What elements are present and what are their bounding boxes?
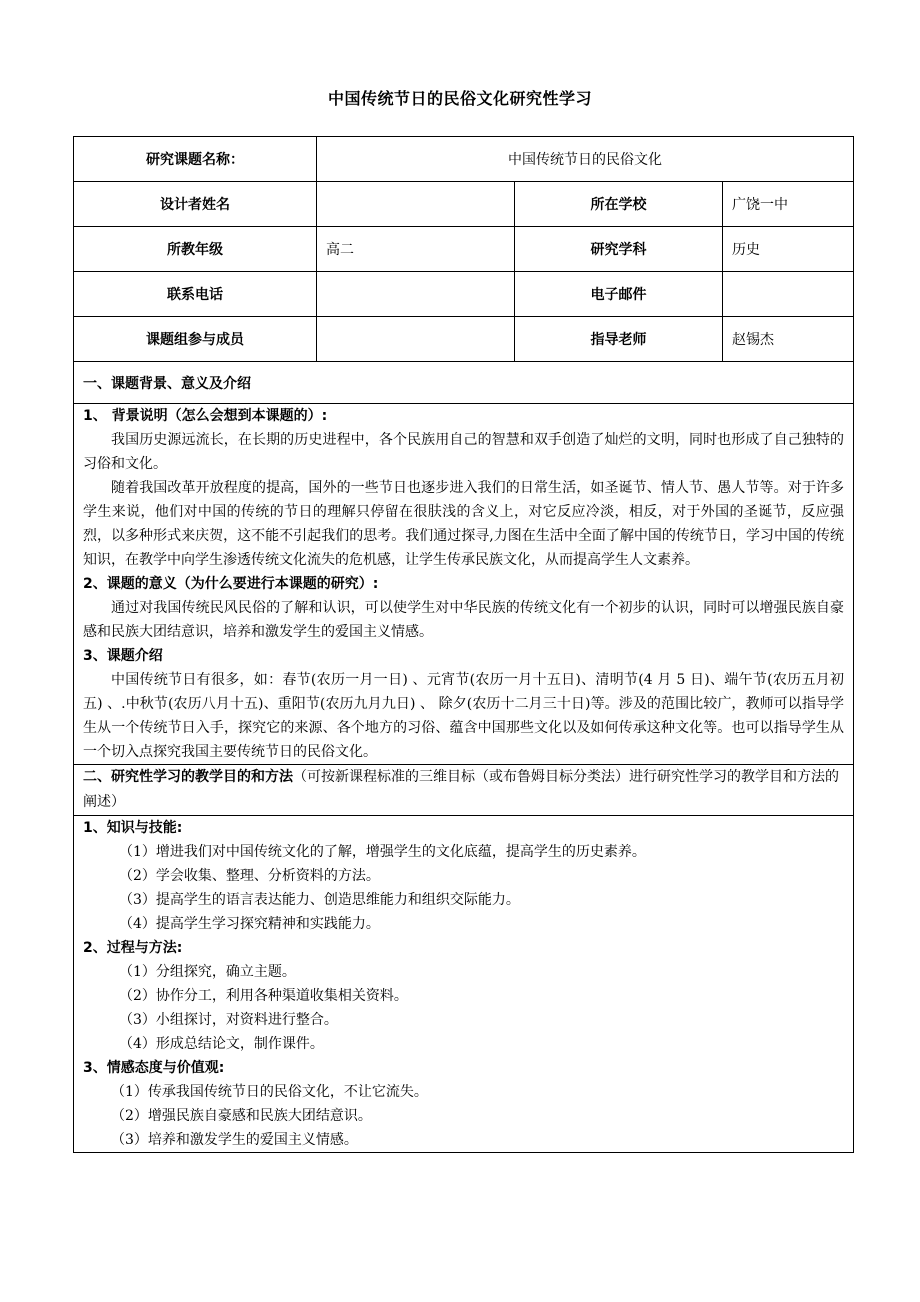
row-members <box>74 317 854 362</box>
topic-value: 中国传统节日的民俗文化 <box>317 137 854 182</box>
goal1-heading: 1、知识与技能: <box>83 820 183 836</box>
goal1-item: （1）增进我们对中国传统文化的了解，增强学生的文化底蕴，提高学生的历史素养。 <box>119 844 646 860</box>
row-section1-heading <box>74 362 854 404</box>
section2-note: （可按新课程标准的三维目标（或布鲁姆目标分类法）进行研究性学习的教学目和方法的阐述） <box>83 769 839 810</box>
members-label: 课题组参与成员 <box>74 317 317 362</box>
background-heading: 1、 背景说明（怎么会想到本课题的）: <box>83 408 328 424</box>
background-paragraph-1: 我国历史源远流长，在长期的历史进程中，各个民族用自己的智慧和双手创造了灿烂的文明，同时也形成了自己独特的习俗和文化。 <box>83 432 845 472</box>
section2-body <box>74 816 854 1153</box>
section2-heading-cell <box>74 765 854 816</box>
introduction-heading: 3、课题介绍 <box>83 648 163 664</box>
school-label: 所在学校 <box>515 182 723 227</box>
subject-value: 历史 <box>723 227 854 272</box>
background-paragraph-2: 随着我国改革开放程度的提高，国外的一些节日也逐步进入我们的日常生活，如圣诞节、情人节、愚人节等。对于许多学生来说，他们对中国的传统的节日的理解只停留在很肤浅的含义上，对它反应冷淡，相反，对于外国的圣诞节，反应强烈，以多种形式来庆贺，这不能不引起我们的思考。我们通过探寻,力图在生活中全面了解中国的传统节日，学习中国的传统知识，在教学中向学生渗透传统文化流失的危机感，让学生传承民族文化，从而提高学生人文素养。 <box>83 480 845 568</box>
significance-heading: 2、课题的意义（为什么要进行本课题的研究）: <box>83 576 379 592</box>
goal1-item: （2）学会收集、整理、分析资料的方法。 <box>119 868 380 884</box>
row-phone <box>74 272 854 317</box>
school-value: 广饶一中 <box>723 182 854 227</box>
phone-label: 联系电话 <box>74 272 317 317</box>
goal3-item: （3）培养和激发学生的爱国主义情感。 <box>111 1132 358 1148</box>
goal3-heading: 3、情感态度与价值观: <box>83 1060 225 1076</box>
goal2-item: （2）协作分工，利用各种渠道收集相关资料。 <box>119 988 408 1004</box>
goal3-item: （1）传承我国传统节日的民俗文化，不让它流失。 <box>111 1084 428 1100</box>
subject-label: 研究学科 <box>515 227 723 272</box>
section1-heading: 一、课题背景、意义及介绍 <box>74 362 854 404</box>
goal2-heading: 2、过程与方法: <box>83 940 183 956</box>
document-title: 中国传统节日的民俗文化研究性学习 <box>327 89 592 108</box>
designer-label: 设计者姓名 <box>74 182 317 227</box>
grade-value: 高二 <box>317 227 515 272</box>
row-designer <box>74 182 854 227</box>
goal2-item: （4）形成总结论文，制作课件。 <box>119 1036 324 1052</box>
row-section2-body <box>74 816 854 1153</box>
email-value <box>723 272 854 317</box>
research-form-table <box>73 136 854 1153</box>
phone-value <box>317 272 515 317</box>
section2-heading: 二、研究性学习的教学目的和方法 <box>83 769 293 785</box>
goal3-item: （2）增强民族自豪感和民族大团结意识。 <box>111 1108 372 1124</box>
significance-paragraph: 通过对我国传统民风民俗的了解和认识，可以使学生对中华民族的传统文化有一个初步的认识，同时可以增强民族自豪感和民族大团结意识，培养和激发学生的爱国主义情感。 <box>83 600 845 640</box>
section1-body <box>74 404 854 765</box>
goal2-item: （3）小组探讨，对资料进行整合。 <box>119 1012 338 1028</box>
members-value <box>317 317 515 362</box>
grade-label: 所教年级 <box>74 227 317 272</box>
goal1-item: （4）提高学生学习探究精神和实践能力。 <box>119 916 380 932</box>
introduction-paragraph: 中国传统节日有很多，如：春节(农历一月一日) 、元宵节(农历一月十五日)、清明节(4 月 5 日)、端午节(农历五月初五) 、.中秋节(农历八月十五)、重阳节(农历九月九日) 、 除夕(农历十二月三十日)等。涉及的范围比较广，教师可以指导学生从一个传统节日入手，探究它的来源、各个地方的习俗、蕴含中国那些文化以及如何传承这种文化等。也可以指导学生从一个切入点探究我国主要传统节日的民俗文化。 <box>83 672 845 760</box>
row-section2-heading <box>74 765 854 816</box>
row-topic <box>74 137 854 182</box>
advisor-label: 指导老师 <box>515 317 723 362</box>
goal2-item: （1）分组探究，确立主题。 <box>119 964 296 980</box>
advisor-value: 赵锡杰 <box>723 317 854 362</box>
email-label: 电子邮件 <box>515 272 723 317</box>
goal1-item: （3）提高学生的语言表达能力、创造思维能力和组织交际能力。 <box>119 892 520 908</box>
row-section1-body <box>74 404 854 765</box>
topic-label: 研究课题名称： <box>74 137 317 182</box>
designer-value <box>317 182 515 227</box>
row-grade <box>74 227 854 272</box>
